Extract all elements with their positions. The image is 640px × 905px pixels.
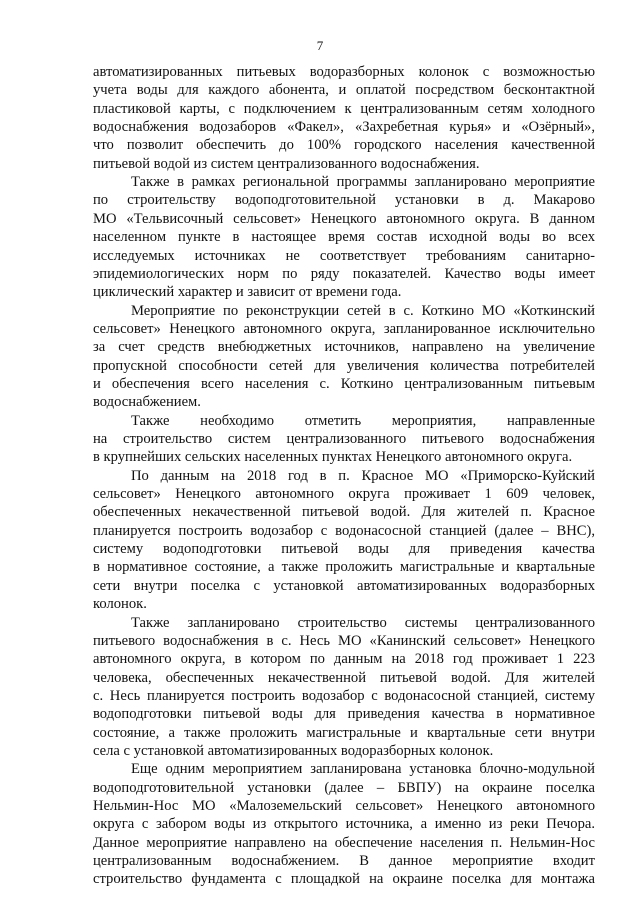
text-line: Также запланировано строительство системы централизованного xyxy=(131,614,595,631)
page-number: 7 xyxy=(316,38,324,53)
text-line: Также необходимо отметить мероприятия, направленные xyxy=(131,412,595,429)
text-line: Еще одним мероприятием запланирована установка блочно-модульной xyxy=(131,761,595,778)
text-line: автономного округа, в котором по данным на 2018 год проживает 1 223 xyxy=(93,651,595,668)
text-line: эпидемиологических норм по ряду показателей. Качество воды имеет xyxy=(93,265,595,282)
text-line: МО «Тельвисочный сельсовет» Ненецкого автономного округа. В данном xyxy=(93,210,595,227)
text-line: за счет средств внебюджетных источников, направлено на увеличение xyxy=(93,339,595,356)
text-line: колонок. xyxy=(93,596,147,613)
text-line: питьевой водой из систем централизованного водоснабжения. xyxy=(93,155,480,172)
text-line: села с установкой автоматизированных водоразборных колонок. xyxy=(93,742,494,759)
text-line: строительство фундамента с площадкой на окраине поселка для монтажа xyxy=(93,871,595,888)
text-line: водоподготовительной установки (далее – БВПУ) на окраине поселка xyxy=(93,779,595,796)
text-line: человека, обеспеченных некачественной питьевой водой. Для жителей xyxy=(93,669,595,686)
text-line: систему водоподготовки питьевой воды для приведения качества xyxy=(93,541,595,558)
text-line: водоснабжения водозаборов «Факел», «Захребетная курья» и «Озёрный», xyxy=(93,119,595,136)
text-line: Также в рамках региональной программы запланировано мероприятие xyxy=(131,174,595,191)
text-line: водоснабжением. xyxy=(93,394,201,411)
text-line: округа с забором воды из открытого источника, а именно из реки Печора. xyxy=(93,816,595,833)
text-line: обеспеченных некачественной питьевой водой. Для жителей п. Красное xyxy=(93,504,595,521)
text-line: автоматизированных питьевых водоразборных колонок с возможностью xyxy=(93,64,595,80)
text-line: Мероприятие по реконструкции сетей в с. Коткино МО «Коткинский xyxy=(131,302,595,319)
text-line: сельсовет» Ненецкого автономного округа, запланированное исключительно xyxy=(93,320,595,337)
text-line: планируется построить водозабор с водонасосной станцией (далее – ВНС), xyxy=(93,522,595,539)
text-line: Нельмин-Нос МО «Малоземельский сельсовет» Ненецкого автономного xyxy=(93,798,595,814)
text-line: циклический характер и зависит от времени года. xyxy=(93,284,402,301)
text-line: Данное мероприятие направлено на обеспечение населения п. Нельмин-Нос xyxy=(93,834,595,851)
text-line: пропускной способности сетей для увеличения количества потребителей xyxy=(93,357,595,374)
text-line: По данным на 2018 год в п. Красное МО «Приморско-Куйский xyxy=(131,467,595,484)
text-line: в крупнейших сельских населенных пунктах Ненецкого автономного округа. xyxy=(93,449,573,466)
text-line: в нормативное состояние, а также проложить магистральные и квартальные xyxy=(93,559,595,576)
text-line: учета воды для каждого абонента, и оплатой посредством бесконтактной xyxy=(93,82,595,99)
text-line: сети внутри поселка с установкой автоматизированных водоразборных xyxy=(93,577,595,594)
text-line: что позволит обеспечить до 100% городского населения качественной xyxy=(93,137,595,154)
text-line: сельсовет» Ненецкого автономного округа проживает 1 609 человек, xyxy=(93,486,595,503)
text-line: состояние, а также проложить магистральные и квартальные сети внутри xyxy=(93,724,595,741)
text-line: питьевого водоснабжения в с. Несь МО «Канинский сельсовет» Ненецкого xyxy=(93,632,595,649)
text-line: централизованным водоснабжением. В данное мероприятие входит xyxy=(93,853,595,870)
text-line: исследуемых источниках не соответствует требованиям санитарно- xyxy=(93,247,595,264)
text-line: на строительство систем централизованного питьевого водоснабжения xyxy=(93,431,595,447)
text-line: водоподготовки питьевой воды для приведения качества в нормативное xyxy=(93,706,595,723)
text-line: и обеспечения всего населения с. Коткино централизованным питьевым xyxy=(93,375,595,392)
text-line: с. Несь планируется построить водозабор с водонасосной станцией, систему xyxy=(93,687,595,704)
text-line: по строительству водоподготовительной установки в д. Макарово xyxy=(93,192,595,209)
text-line: пластиковой карты, с подключением к централизованным сетям холодного xyxy=(93,100,595,117)
text-line: населенном пункте в настоящее время состав исходной воды во всех xyxy=(93,229,595,246)
